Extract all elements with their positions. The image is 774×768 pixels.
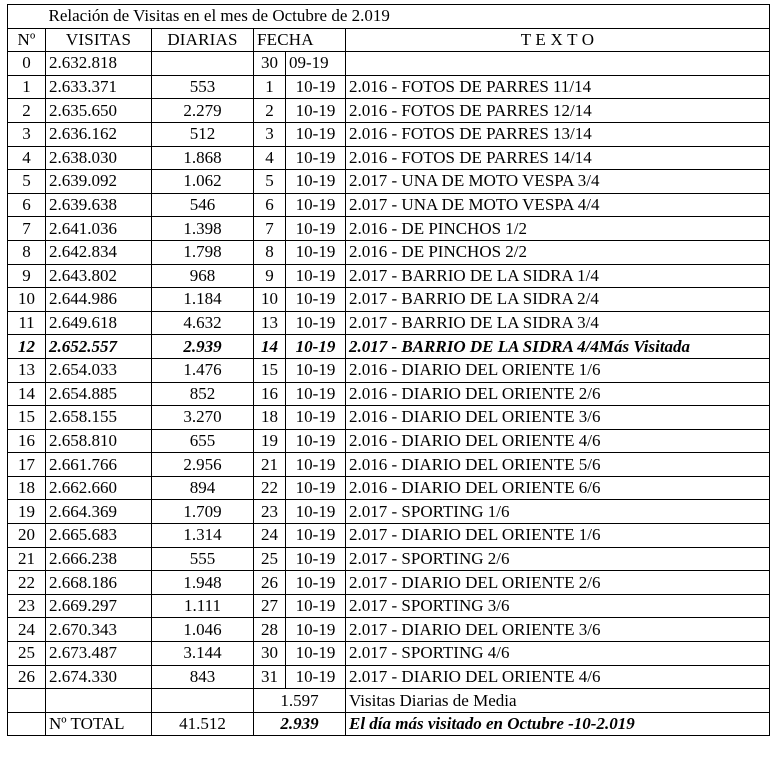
row-visitas: 2.636.162 bbox=[46, 122, 152, 146]
row-month: 10-19 bbox=[286, 453, 346, 477]
row-month: 10-19 bbox=[286, 335, 346, 359]
row-diarias: 1.314 bbox=[152, 524, 254, 548]
row-texto: 2.016 - DE PINCHOS 1/2 bbox=[346, 217, 770, 241]
row-diarias: 843 bbox=[152, 665, 254, 689]
row-day: 19 bbox=[254, 429, 286, 453]
row-texto bbox=[346, 52, 770, 76]
row-texto: 2.016 - DIARIO DEL ORIENTE 5/6 bbox=[346, 453, 770, 477]
row-day: 24 bbox=[254, 524, 286, 548]
row-visitas: 2.649.618 bbox=[46, 311, 152, 335]
row-num: 6 bbox=[8, 193, 46, 217]
row-day: 14 bbox=[254, 335, 286, 359]
row-month: 10-19 bbox=[286, 240, 346, 264]
row-diarias: 1.062 bbox=[152, 170, 254, 194]
header-diarias: DIARIAS bbox=[152, 28, 254, 52]
row-num: 15 bbox=[8, 406, 46, 430]
row-diarias: 1.476 bbox=[152, 358, 254, 382]
average-value: 1.597 bbox=[254, 689, 346, 713]
row-texto: 2.016 - DE PINCHOS 2/2 bbox=[346, 240, 770, 264]
row-diarias: 655 bbox=[152, 429, 254, 453]
table-row bbox=[8, 311, 770, 335]
table-row bbox=[8, 99, 770, 123]
row-diarias: 1.798 bbox=[152, 240, 254, 264]
row-month: 10-19 bbox=[286, 594, 346, 618]
row-visitas: 2.666.238 bbox=[46, 547, 152, 571]
row-visitas: 2.674.330 bbox=[46, 665, 152, 689]
row-num: 5 bbox=[8, 170, 46, 194]
row-num: 22 bbox=[8, 571, 46, 595]
row-texto: 2.016 - DIARIO DEL ORIENTE 1/6 bbox=[346, 358, 770, 382]
row-num: 25 bbox=[8, 642, 46, 666]
row-month: 10-19 bbox=[286, 429, 346, 453]
row-visitas: 2.670.343 bbox=[46, 618, 152, 642]
total-value: 41.512 bbox=[152, 712, 254, 736]
table-row bbox=[8, 665, 770, 689]
row-num: 21 bbox=[8, 547, 46, 571]
row-day: 5 bbox=[254, 170, 286, 194]
table-title: Relación de Visitas en el mes de Octubre de 2.019 bbox=[46, 5, 770, 29]
row-num: 19 bbox=[8, 500, 46, 524]
row-num: 9 bbox=[8, 264, 46, 288]
row-visitas: 2.665.683 bbox=[46, 524, 152, 548]
row-num: 3 bbox=[8, 122, 46, 146]
table-row bbox=[8, 146, 770, 170]
table-row bbox=[8, 122, 770, 146]
table-row bbox=[8, 524, 770, 548]
title-row bbox=[8, 5, 770, 29]
row-visitas: 2.642.834 bbox=[46, 240, 152, 264]
row-diarias: 1.398 bbox=[152, 217, 254, 241]
row-month: 10-19 bbox=[286, 146, 346, 170]
row-num: 12 bbox=[8, 335, 46, 359]
table-row bbox=[8, 429, 770, 453]
table-row bbox=[8, 382, 770, 406]
row-visitas: 2.658.810 bbox=[46, 429, 152, 453]
row-num: 18 bbox=[8, 476, 46, 500]
table-row bbox=[8, 75, 770, 99]
row-day: 28 bbox=[254, 618, 286, 642]
row-month: 10-19 bbox=[286, 547, 346, 571]
row-month: 10-19 bbox=[286, 476, 346, 500]
row-texto: 2.017 - DIARIO DEL ORIENTE 1/6 bbox=[346, 524, 770, 548]
row-day: 30 bbox=[254, 642, 286, 666]
row-visitas: 2.639.638 bbox=[46, 193, 152, 217]
row-day: 3 bbox=[254, 122, 286, 146]
row-diarias: 3.144 bbox=[152, 642, 254, 666]
table-row bbox=[8, 500, 770, 524]
row-texto: 2.016 - DIARIO DEL ORIENTE 2/6 bbox=[346, 382, 770, 406]
row-visitas: 2.643.802 bbox=[46, 264, 152, 288]
row-diarias: 553 bbox=[152, 75, 254, 99]
row-month: 10-19 bbox=[286, 406, 346, 430]
row-texto: 2.017 - DIARIO DEL ORIENTE 3/6 bbox=[346, 618, 770, 642]
table-row bbox=[8, 170, 770, 194]
row-visitas: 2.644.986 bbox=[46, 288, 152, 312]
row-num: 16 bbox=[8, 429, 46, 453]
row-visitas: 2.669.297 bbox=[46, 594, 152, 618]
row-day: 31 bbox=[254, 665, 286, 689]
header-texto: T E X T O bbox=[346, 28, 770, 52]
visits-table bbox=[7, 4, 770, 736]
table-row bbox=[8, 240, 770, 264]
row-texto: 2.017 - SPORTING 1/6 bbox=[346, 500, 770, 524]
row-day: 18 bbox=[254, 406, 286, 430]
row-visitas: 2.662.660 bbox=[46, 476, 152, 500]
row-visitas: 2.668.186 bbox=[46, 571, 152, 595]
row-diarias: 852 bbox=[152, 382, 254, 406]
row-texto: 2.017 - BARRIO DE LA SIDRA 3/4 bbox=[346, 311, 770, 335]
row-diarias: 2.939 bbox=[152, 335, 254, 359]
row-day: 13 bbox=[254, 311, 286, 335]
row-texto: 2.017 - BARRIO DE LA SIDRA 1/4 bbox=[346, 264, 770, 288]
max-label: El día más visitado en Octubre -10-2.019 bbox=[346, 712, 770, 736]
row-num: 1 bbox=[8, 75, 46, 99]
row-month: 10-19 bbox=[286, 500, 346, 524]
row-texto: 2.017 - SPORTING 4/6 bbox=[346, 642, 770, 666]
row-diarias: 555 bbox=[152, 547, 254, 571]
row-day: 1 bbox=[254, 75, 286, 99]
row-day: 15 bbox=[254, 358, 286, 382]
row-num: 10 bbox=[8, 288, 46, 312]
row-diarias: 1.184 bbox=[152, 288, 254, 312]
row-diarias: 512 bbox=[152, 122, 254, 146]
row-texto: 2.016 - DIARIO DEL ORIENTE 6/6 bbox=[346, 476, 770, 500]
row-day: 4 bbox=[254, 146, 286, 170]
row-texto: 2.016 - FOTOS DE PARRES 13/14 bbox=[346, 122, 770, 146]
table-row-most-visited bbox=[8, 335, 770, 359]
row-visitas: 2.654.033 bbox=[46, 358, 152, 382]
table-row bbox=[8, 618, 770, 642]
row-texto: 2.017 - SPORTING 3/6 bbox=[346, 594, 770, 618]
row-texto: 2.017 - BARRIO DE LA SIDRA 4/4Más Visitada bbox=[346, 335, 770, 359]
row-day: 8 bbox=[254, 240, 286, 264]
row-num: 17 bbox=[8, 453, 46, 477]
row-day: 22 bbox=[254, 476, 286, 500]
row-day: 23 bbox=[254, 500, 286, 524]
row-texto: 2.017 - DIARIO DEL ORIENTE 4/6 bbox=[346, 665, 770, 689]
row-num: 26 bbox=[8, 665, 46, 689]
header-num: Nº bbox=[8, 28, 46, 52]
row-month: 10-19 bbox=[286, 642, 346, 666]
row-visitas: 2.641.036 bbox=[46, 217, 152, 241]
row-texto: 2.016 - FOTOS DE PARRES 11/14 bbox=[346, 75, 770, 99]
table-row bbox=[8, 476, 770, 500]
table-row bbox=[8, 288, 770, 312]
row-visitas: 2.664.369 bbox=[46, 500, 152, 524]
row-day: 21 bbox=[254, 453, 286, 477]
row-texto: 2.017 - DIARIO DEL ORIENTE 2/6 bbox=[346, 571, 770, 595]
row-visitas: 2.638.030 bbox=[46, 146, 152, 170]
max-value: 2.939 bbox=[254, 712, 346, 736]
row-num: 7 bbox=[8, 217, 46, 241]
row-day: 16 bbox=[254, 382, 286, 406]
row-texto: 2.016 - FOTOS DE PARRES 12/14 bbox=[346, 99, 770, 123]
row-texto: 2.017 - UNA DE MOTO VESPA 3/4 bbox=[346, 170, 770, 194]
row-visitas: 2.639.092 bbox=[46, 170, 152, 194]
table-row bbox=[8, 217, 770, 241]
row-texto: 2.016 - FOTOS DE PARRES 14/14 bbox=[346, 146, 770, 170]
row-texto: 2.017 - UNA DE MOTO VESPA 4/4 bbox=[346, 193, 770, 217]
row-day: 10 bbox=[254, 288, 286, 312]
table-row bbox=[8, 406, 770, 430]
row-num: 20 bbox=[8, 524, 46, 548]
total-row bbox=[8, 712, 770, 736]
row-num: 11 bbox=[8, 311, 46, 335]
row-month: 10-19 bbox=[286, 288, 346, 312]
initial-row bbox=[8, 52, 770, 76]
row-month: 09-19 bbox=[286, 52, 346, 76]
row-diarias: 1.948 bbox=[152, 571, 254, 595]
row-diarias: 1.046 bbox=[152, 618, 254, 642]
row-visitas: 2.661.766 bbox=[46, 453, 152, 477]
row-visitas: 2.658.155 bbox=[46, 406, 152, 430]
header-visitas: VISITAS bbox=[46, 28, 152, 52]
row-month: 10-19 bbox=[286, 311, 346, 335]
row-diarias: 894 bbox=[152, 476, 254, 500]
table-row bbox=[8, 453, 770, 477]
row-diarias: 968 bbox=[152, 264, 254, 288]
row-texto: 2.017 - BARRIO DE LA SIDRA 2/4 bbox=[346, 288, 770, 312]
table-row bbox=[8, 193, 770, 217]
row-num: 23 bbox=[8, 594, 46, 618]
row-month: 10-19 bbox=[286, 264, 346, 288]
row-texto: 2.016 - DIARIO DEL ORIENTE 4/6 bbox=[346, 429, 770, 453]
row-num: 2 bbox=[8, 99, 46, 123]
row-num: 24 bbox=[8, 618, 46, 642]
row-num: 8 bbox=[8, 240, 46, 264]
row-month: 10-19 bbox=[286, 170, 346, 194]
row-day: 30 bbox=[254, 52, 286, 76]
header-fecha: FECHA bbox=[254, 28, 346, 52]
header-row bbox=[8, 28, 770, 52]
row-month: 10-19 bbox=[286, 217, 346, 241]
row-month: 10-19 bbox=[286, 382, 346, 406]
row-visitas: 2.654.885 bbox=[46, 382, 152, 406]
table-row bbox=[8, 358, 770, 382]
table-row bbox=[8, 594, 770, 618]
row-visitas: 2.635.650 bbox=[46, 99, 152, 123]
row-day: 2 bbox=[254, 99, 286, 123]
row-month: 10-19 bbox=[286, 571, 346, 595]
row-diarias: 3.270 bbox=[152, 406, 254, 430]
row-day: 7 bbox=[254, 217, 286, 241]
average-label: Visitas Diarias de Media bbox=[346, 689, 770, 713]
row-num: 0 bbox=[8, 52, 46, 76]
row-diarias: 1.709 bbox=[152, 500, 254, 524]
row-diarias bbox=[152, 52, 254, 76]
row-diarias: 1.111 bbox=[152, 594, 254, 618]
row-month: 10-19 bbox=[286, 665, 346, 689]
average-row bbox=[8, 689, 770, 713]
row-visitas: 2.632.818 bbox=[46, 52, 152, 76]
row-visitas: 2.633.371 bbox=[46, 75, 152, 99]
row-diarias: 2.279 bbox=[152, 99, 254, 123]
row-day: 6 bbox=[254, 193, 286, 217]
row-month: 10-19 bbox=[286, 358, 346, 382]
row-diarias: 4.632 bbox=[152, 311, 254, 335]
table-row bbox=[8, 264, 770, 288]
row-day: 25 bbox=[254, 547, 286, 571]
row-month: 10-19 bbox=[286, 75, 346, 99]
row-day: 27 bbox=[254, 594, 286, 618]
row-num: 14 bbox=[8, 382, 46, 406]
row-month: 10-19 bbox=[286, 618, 346, 642]
table-row bbox=[8, 571, 770, 595]
row-visitas: 2.652.557 bbox=[46, 335, 152, 359]
row-visitas: 2.673.487 bbox=[46, 642, 152, 666]
row-diarias: 1.868 bbox=[152, 146, 254, 170]
row-texto: 2.017 - SPORTING 2/6 bbox=[346, 547, 770, 571]
row-diarias: 2.956 bbox=[152, 453, 254, 477]
row-month: 10-19 bbox=[286, 193, 346, 217]
table-row bbox=[8, 642, 770, 666]
row-num: 4 bbox=[8, 146, 46, 170]
row-day: 26 bbox=[254, 571, 286, 595]
row-texto: 2.016 - DIARIO DEL ORIENTE 3/6 bbox=[346, 406, 770, 430]
row-month: 10-19 bbox=[286, 122, 346, 146]
total-label: Nº TOTAL bbox=[46, 712, 152, 736]
row-diarias: 546 bbox=[152, 193, 254, 217]
row-month: 10-19 bbox=[286, 99, 346, 123]
row-day: 9 bbox=[254, 264, 286, 288]
row-month: 10-19 bbox=[286, 524, 346, 548]
table-row bbox=[8, 547, 770, 571]
row-num: 13 bbox=[8, 358, 46, 382]
